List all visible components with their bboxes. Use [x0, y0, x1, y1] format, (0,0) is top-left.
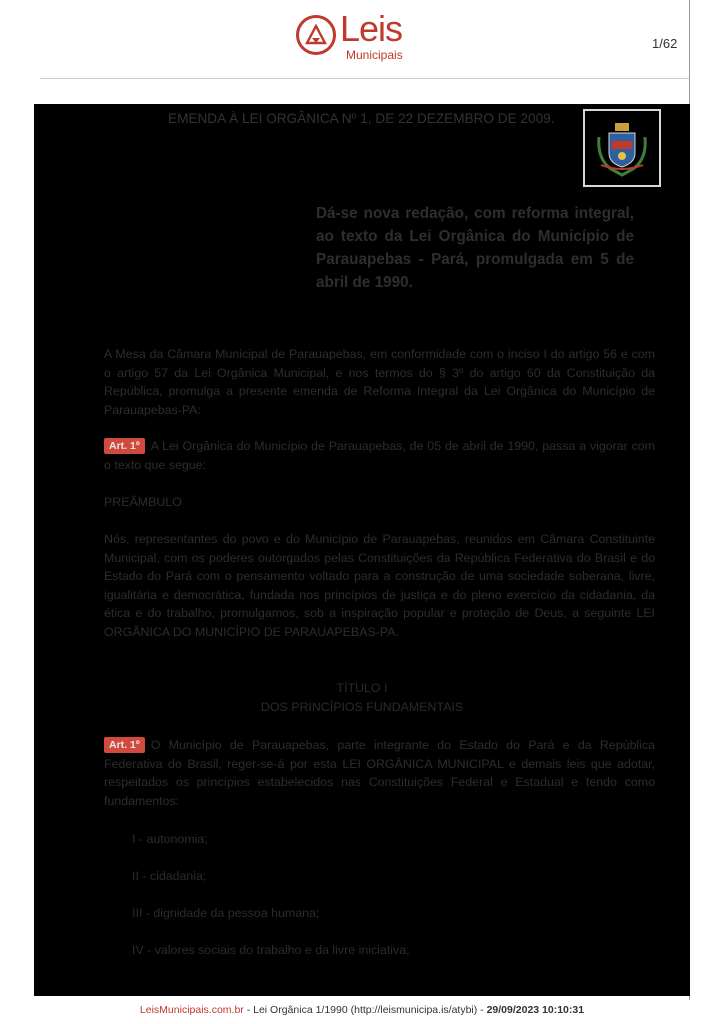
article-1-paragraph	[104, 437, 655, 474]
footer-source: - Lei Orgânica 1/1990 (http://leismunicipa.is/atybi) -	[243, 1004, 487, 1016]
list-item: III - dignidade da pessoa humana;	[132, 906, 320, 920]
titulo-name: DOS PRINCÍPIOS FUNDAMENTAIS	[260, 700, 464, 714]
header-divider	[40, 78, 689, 79]
logo-word: Leis	[340, 8, 403, 49]
list-item: I - autonomia;	[132, 832, 208, 846]
article-badge: Art. 1º	[104, 438, 145, 454]
document-title: EMENDA À LEI ORGÂNICA Nº 1, DE 22 DEZEMBRO DE 2009.	[168, 111, 555, 126]
page-footer	[0, 1004, 724, 1016]
document-ementa: Dá-se nova redação, com reforma integral, ao texto da Lei Orgânica do Município de Parauapebas - Pará, promulgada em 5 de abril de 1990.	[316, 205, 634, 291]
document-page	[34, 104, 690, 996]
list-item: IV - valores sociais do trabalho e da livre iniciativa;	[132, 943, 410, 957]
page-number: 1/62	[652, 36, 678, 51]
preambulo-text: Nós, representantes do povo e do Município de Parauapebas, reunidos em Câmara Constituinte Municipal, com os poderes outorgados pelas Constituições da República Federativa do Brasil e do Estado do Pará com o pensamento voltado para a construção de uma sociedade soberana, livre, igualitária e democrática, fundada nos princípios de justiça e do pleno exercício da cidadania, da ética e do trabalho, promulgamos, sob a inspiração popular e proteção de Deus, a seguinte LEI ORGÂNICA DO MUNICÍPIO DE PARAUAPEBAS-PA.	[104, 532, 655, 639]
article-1-fundamentos	[104, 736, 655, 810]
titulo-heading: TÍTULO I	[336, 681, 388, 695]
preambulo-heading: PREÂMBULO	[104, 495, 182, 509]
leis-municipais-logo[interactable]	[296, 8, 446, 64]
municipal-seal-icon	[583, 109, 661, 187]
logo-subtitle: Municipais	[346, 48, 403, 62]
preamble-intro: A Mesa da Câmara Municipal de Parauapebas, em conformidade com o inciso I do artigo 56 e com o artigo 57 da Lei Orgânica Municipal, e nos termos do § 3º do artigo 60 da Constituição da República, promulga a presente emenda de Reforma Integral da Lei Orgânica do Município de Parauapebas-PA:	[104, 347, 655, 417]
article-badge: Art. 1º	[104, 737, 145, 753]
footer-timestamp: 29/09/2023 10:10:31	[486, 1004, 585, 1016]
list-item: II - cidadania;	[132, 869, 207, 883]
article-text: A Lei Orgânica do Município de Parauapebas, de 05 de abril de 1990, passa a vigorar com o texto que segue:	[104, 439, 655, 472]
leis-municipais-logo-icon	[296, 15, 336, 55]
footer-brand-link[interactable]: LeisMunicipais.com.br	[139, 1004, 244, 1016]
article-text: O Município de Parauapebas, parte integrante do Estado do Pará e da República Federativa do Brasil, reger-se-á por esta LEI ORGÂNICA MUNICIPAL e demais leis que adotar, respeitados os princípios estabelecidos nas Constituições Federal e Estadual e tendo como fundamentos:	[104, 738, 655, 808]
